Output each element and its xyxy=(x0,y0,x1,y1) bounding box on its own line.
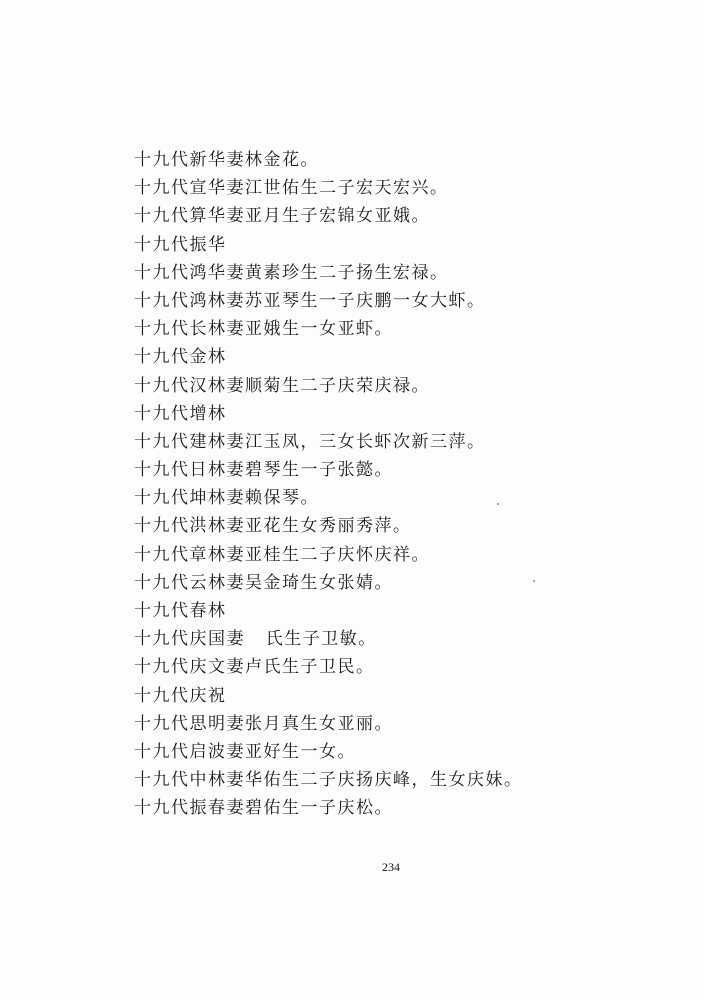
genealogy-entry-list xyxy=(134,146,523,823)
genealogy-entry: 十九代鸿华妻黄素珍生二子扬生宏禄。 xyxy=(134,262,449,283)
genealogy-entry: 十九代增林 xyxy=(134,403,227,424)
genealogy-entry: 十九代启波妻亚好生一女。 xyxy=(134,741,356,762)
genealogy-entry: 十九代建林妻江玉凤，三女长虾次新三萍。 xyxy=(134,431,486,452)
genealogy-entry: 十九代洪林妻亚花生女秀丽秀萍。 xyxy=(134,516,412,537)
page-number: 234 xyxy=(382,860,400,874)
genealogy-entry: 十九代庆文妻卢氏生子卫民。 xyxy=(134,657,375,678)
genealogy-entry: 十九代长林妻亚娥生一女亚虾。 xyxy=(134,319,393,340)
genealogy-entry: 十九代算华妻亚月生子宏锦女亚娥。 xyxy=(134,206,430,227)
genealogy-entry: 十九代金林 xyxy=(134,347,227,368)
genealogy-entry: 十九代章林妻亚桂生二子庆怀庆祥。 xyxy=(134,544,430,565)
genealogy-entry: 十九代云林妻吴金琦生女张婧。 xyxy=(134,572,393,593)
genealogy-entry: 十九代中林妻华佑生二子庆扬庆峰，生女庆妹。 xyxy=(134,770,523,791)
genealogy-entry: 十九代日林妻碧琴生一子张懿。 xyxy=(134,460,393,481)
genealogy-entry: 十九代鸿林妻苏亚琴生一子庆鹏一女大虾。 xyxy=(134,290,486,311)
scan-speck xyxy=(497,503,499,505)
scan-speck xyxy=(533,580,535,582)
genealogy-entry: 十九代宣华妻江世佑生二子宏天宏兴。 xyxy=(134,178,449,199)
genealogy-entry: 十九代振华 xyxy=(134,234,227,255)
genealogy-entry: 十九代思明妻张月真生女亚丽。 xyxy=(134,713,393,734)
genealogy-entry: 十九代坤林妻赖保琴。 xyxy=(134,488,319,509)
genealogy-entry: 十九代庆祝 xyxy=(134,685,227,706)
genealogy-entry: 十九代庆国妻 氏生子卫敏。 xyxy=(134,629,377,650)
genealogy-entry: 十九代春林 xyxy=(134,601,227,621)
genealogy-entry: 十九代新华妻林金花。 xyxy=(134,150,319,170)
genealogy-entry: 十九代振春妻碧佑生一子庆松。 xyxy=(134,798,393,819)
genealogy-entry: 十九代汉林妻顺菊生二子庆荣庆禄。 xyxy=(134,375,430,396)
